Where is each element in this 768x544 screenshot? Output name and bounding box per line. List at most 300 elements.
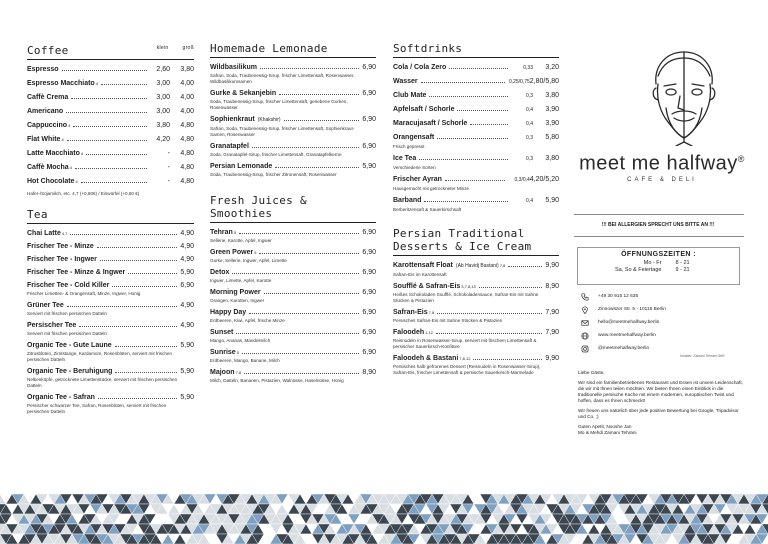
price: 3,80 [545,92,559,99]
menu-item [393,91,559,101]
menu-item [393,282,559,304]
item-description: Safran, Soda, Traubenessig-Sirup, frischer Limettensaft, Sophienkraut-Samen, Rosenwasser [210,126,355,137]
item-name: Granatapfel [210,143,249,150]
menu-item [27,281,194,297]
item-description: Serviert mit frischen persischen Datteln [27,331,107,336]
menu-item [27,268,194,277]
item-description: Orangen, Karotten, Ingwer [210,298,265,303]
price-small: 3,00 [156,108,170,115]
contact-website[interactable] [580,329,740,342]
item-description: Heißes Schokoladen Soufflé, Schokoladensauce, Safran-Eis mit Sahne Stücken & Pistazien [393,292,539,303]
menu-item-row [393,196,559,206]
brand-block [578,148,746,183]
dot-leader [508,266,542,267]
price: 5,90 [180,269,194,276]
price-large: 4,00 [180,94,194,101]
menu-item [27,255,194,264]
price: 4,90 [180,256,194,263]
dot-leader [70,234,177,235]
menu-item-row [27,149,194,158]
price: 6,90 [362,269,376,276]
menu-item [27,177,194,186]
item-name: Happy Day [210,309,247,316]
menu-item-row [27,229,194,238]
menu-item [210,89,376,111]
item-name: Soufflé & Safran-Eis [393,283,461,290]
item-name: Flat White [27,136,61,143]
menu-item-row [393,308,559,317]
desserts-heading-line2: Desserts & Ice Cream [393,240,532,253]
geometric-pattern-band [0,494,768,544]
size-small-label: klein [156,45,169,51]
menu-item-row [210,348,376,357]
dot-leader [115,346,178,347]
price: 3,20 [545,64,559,71]
menu-item [393,105,559,115]
menu-item [210,268,376,284]
registered-mark: ® [737,154,745,164]
tea-section-title [27,208,194,224]
dot-leader [259,253,359,254]
price: 8,90 [362,369,376,376]
item-name: Apfelsaft / Schorle [393,106,455,113]
dot-leader [81,182,147,183]
desserts-section-title [393,227,559,256]
dot-leader [424,201,508,202]
menu-item [210,63,376,85]
price-small: - [167,178,170,185]
item-description: Ingwer, Limette, Apfel, Karotte [210,278,272,283]
allergen-code: 4 [69,165,72,170]
item-name: Sophienkraut [210,116,255,123]
item-description: Soda, Traubenessig-Sirup, frischer Zitronensaft, Rosenwasser [210,172,337,177]
item-description: Safran, Soda, Traubenessig-Sirup, frischer Limettensaft, Rosenwasser, Wildbasilikumsamen [210,73,355,84]
dot-leader [429,96,508,97]
menu-item-row [210,268,376,277]
price: 5,90 [180,368,194,375]
column-coffee-tea [27,42,194,419]
allergen-code: 4 [75,179,78,184]
menu-item [27,135,194,144]
contact-text: hello@meetmehalfway.berlin [598,320,660,325]
divider-bottom [574,236,744,237]
item-description: Persisches Safran-Eis mit Sahne Stücken & Pistazien [393,318,503,323]
juices-list [210,228,376,384]
item-name: Tehran [210,229,233,236]
price-small: 2,60 [156,66,170,73]
price: 4,20/5,20 [529,176,559,183]
item-name: Persischer Tee [27,322,77,329]
dot-leader [67,306,178,307]
item-name: Gurke & Sekanjebin [210,90,277,97]
menu-item-row [393,354,559,363]
menu-item [27,367,194,389]
item-description: Zitrusblüten, Zimtstange, Kardamom, Rosenblüten, serviert mit frischen persischen Datteln [27,351,173,362]
dot-leader [264,293,360,294]
dot-leader [232,273,359,274]
price-small: 3,80 [156,122,170,129]
coffee-heading: Coffee [27,44,69,57]
item-name: Frischer Tee - Ingwer [27,256,97,263]
allergen-code: 7,8 [428,310,435,315]
item-name: Organic Tee - Gute Laune [27,342,112,349]
menu-item-row [393,91,559,101]
dot-leader [421,82,505,83]
dot-leader [73,126,147,127]
contact-list [580,290,740,355]
imprint-text: Inhaber: Zamani Tehrani GbR [680,354,725,358]
hours-row-weekend [578,267,739,274]
menu-item [393,133,559,150]
item-name: Orangensaft [393,134,435,141]
item-name: Green Power [210,249,254,256]
menu-item [210,115,376,138]
allergen-code: 7,8 [235,370,242,375]
menu-item [210,162,376,178]
menu-item-row [210,89,376,98]
volume: 0,3 [526,156,533,162]
menu-item-row [27,268,194,277]
price: 3,80 [545,155,559,162]
dot-leader [75,168,147,169]
price: 6,90 [362,116,376,123]
divider-top [574,214,744,215]
item-name: Majoon [210,369,235,376]
volume: 0,4 [526,107,533,113]
dot-leader [71,98,147,99]
brand-name-text: meet me halfway [579,152,738,175]
dot-leader [86,154,147,155]
menu-item [27,301,194,317]
dot-leader [473,359,542,360]
item-name: Safran-Eis [393,309,428,316]
menu-item-row [210,115,376,125]
letter-signoff: Guten Apetit, Nooshe Jan [578,424,632,429]
item-name: Sunset [210,329,234,336]
dot-leader [98,398,177,399]
item-name: Espresso [27,66,59,73]
price: 5,90 [362,163,376,170]
bearded-face-logo-icon [646,46,722,146]
price: 4,90 [180,243,194,250]
dot-leader [457,110,508,111]
item-description: Persischer schwarzer Tee, Safran, Rosenblüten, serviert mit frischen persischen Datteln [27,403,167,414]
desserts-list [393,261,559,376]
contact-text: Zinnowitzer Str. 5 - 10115 Berlin [598,307,666,312]
menu-item-row [210,162,376,171]
menu-item [27,149,194,158]
item-description: Hausgemacht mit getrockneter Minze [393,186,470,191]
globe-icon [580,331,589,340]
menu-item-row [393,261,559,271]
price-large: 4,80 [180,136,194,143]
item-description: Serviert mit frischen persischen Datteln [27,311,107,316]
lemonade-heading: Homemade Lemonade [210,42,328,55]
menu-item [393,354,559,376]
allergen-code: 4 [80,151,84,156]
menu-item [210,248,376,264]
price-large: 4,80 [180,150,194,157]
price-large: 4,00 [180,108,194,115]
item-name: Grüner Tee [27,302,64,309]
allergen-code: 4 [95,81,98,86]
menu-item-row [393,175,559,185]
dot-leader [100,260,177,261]
price: 3,90 [545,120,559,127]
item-name: Wildbasilikum [210,64,258,71]
location-pin-icon [580,305,589,314]
menu-item [393,175,559,192]
hours-days: Mo - Fr [643,260,662,266]
volume: 0,4 [526,198,533,204]
item-name: Karottensaft Float [393,262,453,269]
hours-days: Sa, So & Feiertage [615,267,662,273]
allergen-code: 5 [233,230,237,235]
price: 3,90 [545,106,559,113]
item-description: Soda, Traubenessig-Sirup, frischer Limettensaft, geriebene Gurken, Rosenwasser [210,99,348,110]
item-name: Americano [27,108,64,115]
dot-leader [97,247,178,248]
item-name: Caffè Mocha [27,164,69,171]
column-softdrinks-desserts [393,42,559,380]
size-large-label: groß [182,45,194,51]
dot-leader [260,68,359,69]
dot-leader [284,120,360,121]
dot-leader [470,124,508,125]
menu-item [27,242,194,251]
dot-leader [112,286,177,287]
menu-item-row [393,154,559,164]
item-name: Frischer Tee - Cold Killer [27,282,110,289]
item-name: Cola / Cola Zero [393,64,447,71]
menu-item [210,368,376,384]
item-description: Berberitzensaft & Sauerkirschsaft [393,207,462,212]
item-description: Sellerie, Karotte, Apfel, Ingwer [210,238,272,243]
price: 6,90 [362,229,376,236]
milk-note: Hafer-/Sojamilch, etc. 4,7 (+0,80€) / Eiswürfel (+0,50 €) [27,191,140,196]
item-name: Hot Chocolate [27,178,75,185]
guest-letter [578,370,744,440]
letter-signature: Mo & Mehdi Zamani Tehrani [578,430,637,435]
contact-text: www.meetmehalfway.berlin [598,333,656,338]
menu-item [393,119,559,129]
allergen-code: 4 [68,123,71,128]
dot-leader [101,84,147,85]
item-name: Faloodeh & Bastani [393,355,459,362]
price: 5,90 [180,394,194,401]
item-description: Reisnudeln in Rosenwasser-Sirup, serviert mit frischem Limettensaft & persischer Sauerkirsch-Konfitüre [393,338,537,349]
contact-phone[interactable] [580,290,740,303]
dot-leader [242,353,359,354]
volume: 0,3 [526,135,533,141]
instagram-icon [580,344,589,353]
menu-item [393,196,559,213]
dot-leader [128,273,177,274]
dot-leader [449,68,508,69]
allergen-code: 4 [61,137,64,142]
menu-item-row [210,63,376,72]
item-extra: (Ab Havidj Bastani) [455,263,499,269]
item-description: Milch, Datteln, Bananen, Pistazien, Walnüsse, Haselnüsse, Honig [210,378,344,383]
menu-item-row [27,242,194,251]
dot-leader [236,333,359,334]
dot-leader [79,326,177,327]
volume: 0,33 [523,65,533,71]
menu-item-row [393,105,559,115]
menu-item-row [210,328,376,337]
softdrinks-list [393,63,559,213]
menu-item-row [210,308,376,317]
dot-leader [419,159,508,160]
contact-address[interactable] [580,303,740,316]
menu-item [393,308,559,324]
allergen-code: 1,12 [425,330,433,335]
price-large: 3,80 [180,66,194,73]
price: 9,90 [545,355,559,362]
item-name: Ice Tea [393,155,417,162]
menu-item-row [27,281,194,290]
menu-item-row [393,119,559,129]
item-description: Erdbeeren, Mango, Banane, Milch [210,358,280,363]
menu-item-row [27,163,194,172]
item-description: Soda, Granatapfel-Sirup, frischer Limettensaft, Granatapfelkerne [210,152,342,157]
menu-item [27,393,194,415]
price: 5,90 [180,342,194,349]
menu-item [393,154,559,171]
price-large: 4,00 [180,80,194,87]
price: 2,80/5,80 [529,78,559,85]
size-headers [157,42,194,57]
menu-item [210,228,376,244]
allergen-notice: !!! BEI ALLERGIEN SPRECHT UNS BITTE AN !!! [601,222,715,228]
price: 4,90 [180,322,194,329]
menu-item [210,328,376,344]
price-small: - [167,150,170,157]
price: 6,90 [362,289,376,296]
menu-item-row [27,121,194,130]
menu-item [27,65,194,74]
dot-leader [436,333,542,334]
contact-text: +49 30 915 12 635 [598,294,639,299]
tea-heading: Tea [27,208,48,221]
lemonade-section-title [210,42,376,58]
desserts-heading-line1: Persian Traditional [393,227,525,240]
dot-leader [115,372,177,373]
price-small: 3,00 [156,94,170,101]
mail-icon [580,318,589,327]
item-description: Persisches halb gefrorenes Dessert (Reisnudeln in Rosenwasser-Sirup), Safran-Eis, frischer Limettensaft & persische Sauerkirsch-Marmelade [393,364,541,375]
menu-item-row [210,288,376,297]
menu-item-row [393,282,559,291]
dot-leader [445,180,505,181]
item-name: Chai Latte [27,230,61,237]
volume: 0,3 [526,93,533,99]
menu-item-row [210,228,376,237]
price: 6,90 [362,90,376,97]
item-name: Frischer Tee - Minze & Ingwer [27,269,126,276]
dot-leader [275,167,359,168]
allergen-code: 7,8,12 [459,356,471,361]
brand-subtitle: CAFE & DELI [627,176,697,183]
menu-item-row [210,142,376,151]
item-name: Morning Power [210,289,261,296]
coffee-list [27,65,194,186]
menu-item-row [27,79,194,88]
price: 5,80 [545,134,559,141]
price: 9,90 [545,262,559,269]
menu-item [393,328,559,350]
price: 6,90 [362,249,376,256]
price: 4,90 [180,302,194,309]
menu-item-row [27,93,194,102]
allergen-code: 5 [254,250,257,255]
menu-item [27,79,194,88]
dot-leader [67,140,147,141]
coffee-section-title [27,42,194,60]
price: 6,90 [362,349,376,356]
tea-list [27,229,194,415]
item-description: Frisch gepresst [393,144,425,149]
item-name: Organic Tee - Safran [27,394,95,401]
contact-text: @meetmehalfway.berlin [598,346,650,351]
dot-leader [249,313,359,314]
allergen-code: 3,7,8,13 [461,284,476,289]
item-name: Detox [210,269,230,276]
letter-greeting: Liebe Gäste, [578,370,605,375]
price: 6,90 [362,64,376,71]
price: 6,90 [180,282,194,289]
menu-item [393,77,559,87]
menu-item-row [210,248,376,257]
opening-hours-title: ÖFFNUNGSZEITEN : [621,251,696,258]
menu-item [27,121,194,130]
dot-leader [437,313,542,314]
price: 7,90 [545,309,559,316]
item-name: Faloodeh [393,329,425,336]
menu-item-row [393,63,559,73]
price: 6,90 [362,309,376,316]
softdrinks-heading: Softdrinks [393,42,463,55]
dot-leader [66,112,147,113]
menu-item-row [393,328,559,337]
menu-item [27,93,194,102]
dot-leader [279,94,359,95]
allergen-code: 5 [236,350,239,355]
menu-item [27,229,194,238]
menu-item-row [27,135,194,144]
item-name: Persian Lemonade [210,163,273,170]
menu-item-row [27,341,194,350]
price-small: 4,20 [156,136,170,143]
item-name: Frischer Ayran [393,176,442,183]
volume: 0,25/0,75 [508,79,530,85]
softdrinks-section-title [393,42,559,58]
menu-item-row [27,65,194,74]
dot-leader [437,138,508,139]
item-name: Caffè Crema [27,94,69,101]
menu-item [393,261,559,278]
item-name: Frischer Tee - Minze [27,243,94,250]
contact-email[interactable] [580,316,740,329]
menu-item [27,321,194,337]
menu-item [210,288,376,304]
volume: 0,4 [526,121,533,127]
dot-leader [62,70,147,71]
menu-item-row [393,77,559,87]
price-large: 4,80 [180,164,194,171]
allergen-code: 7,8 [499,263,506,268]
item-name: Club Mate [393,92,427,99]
